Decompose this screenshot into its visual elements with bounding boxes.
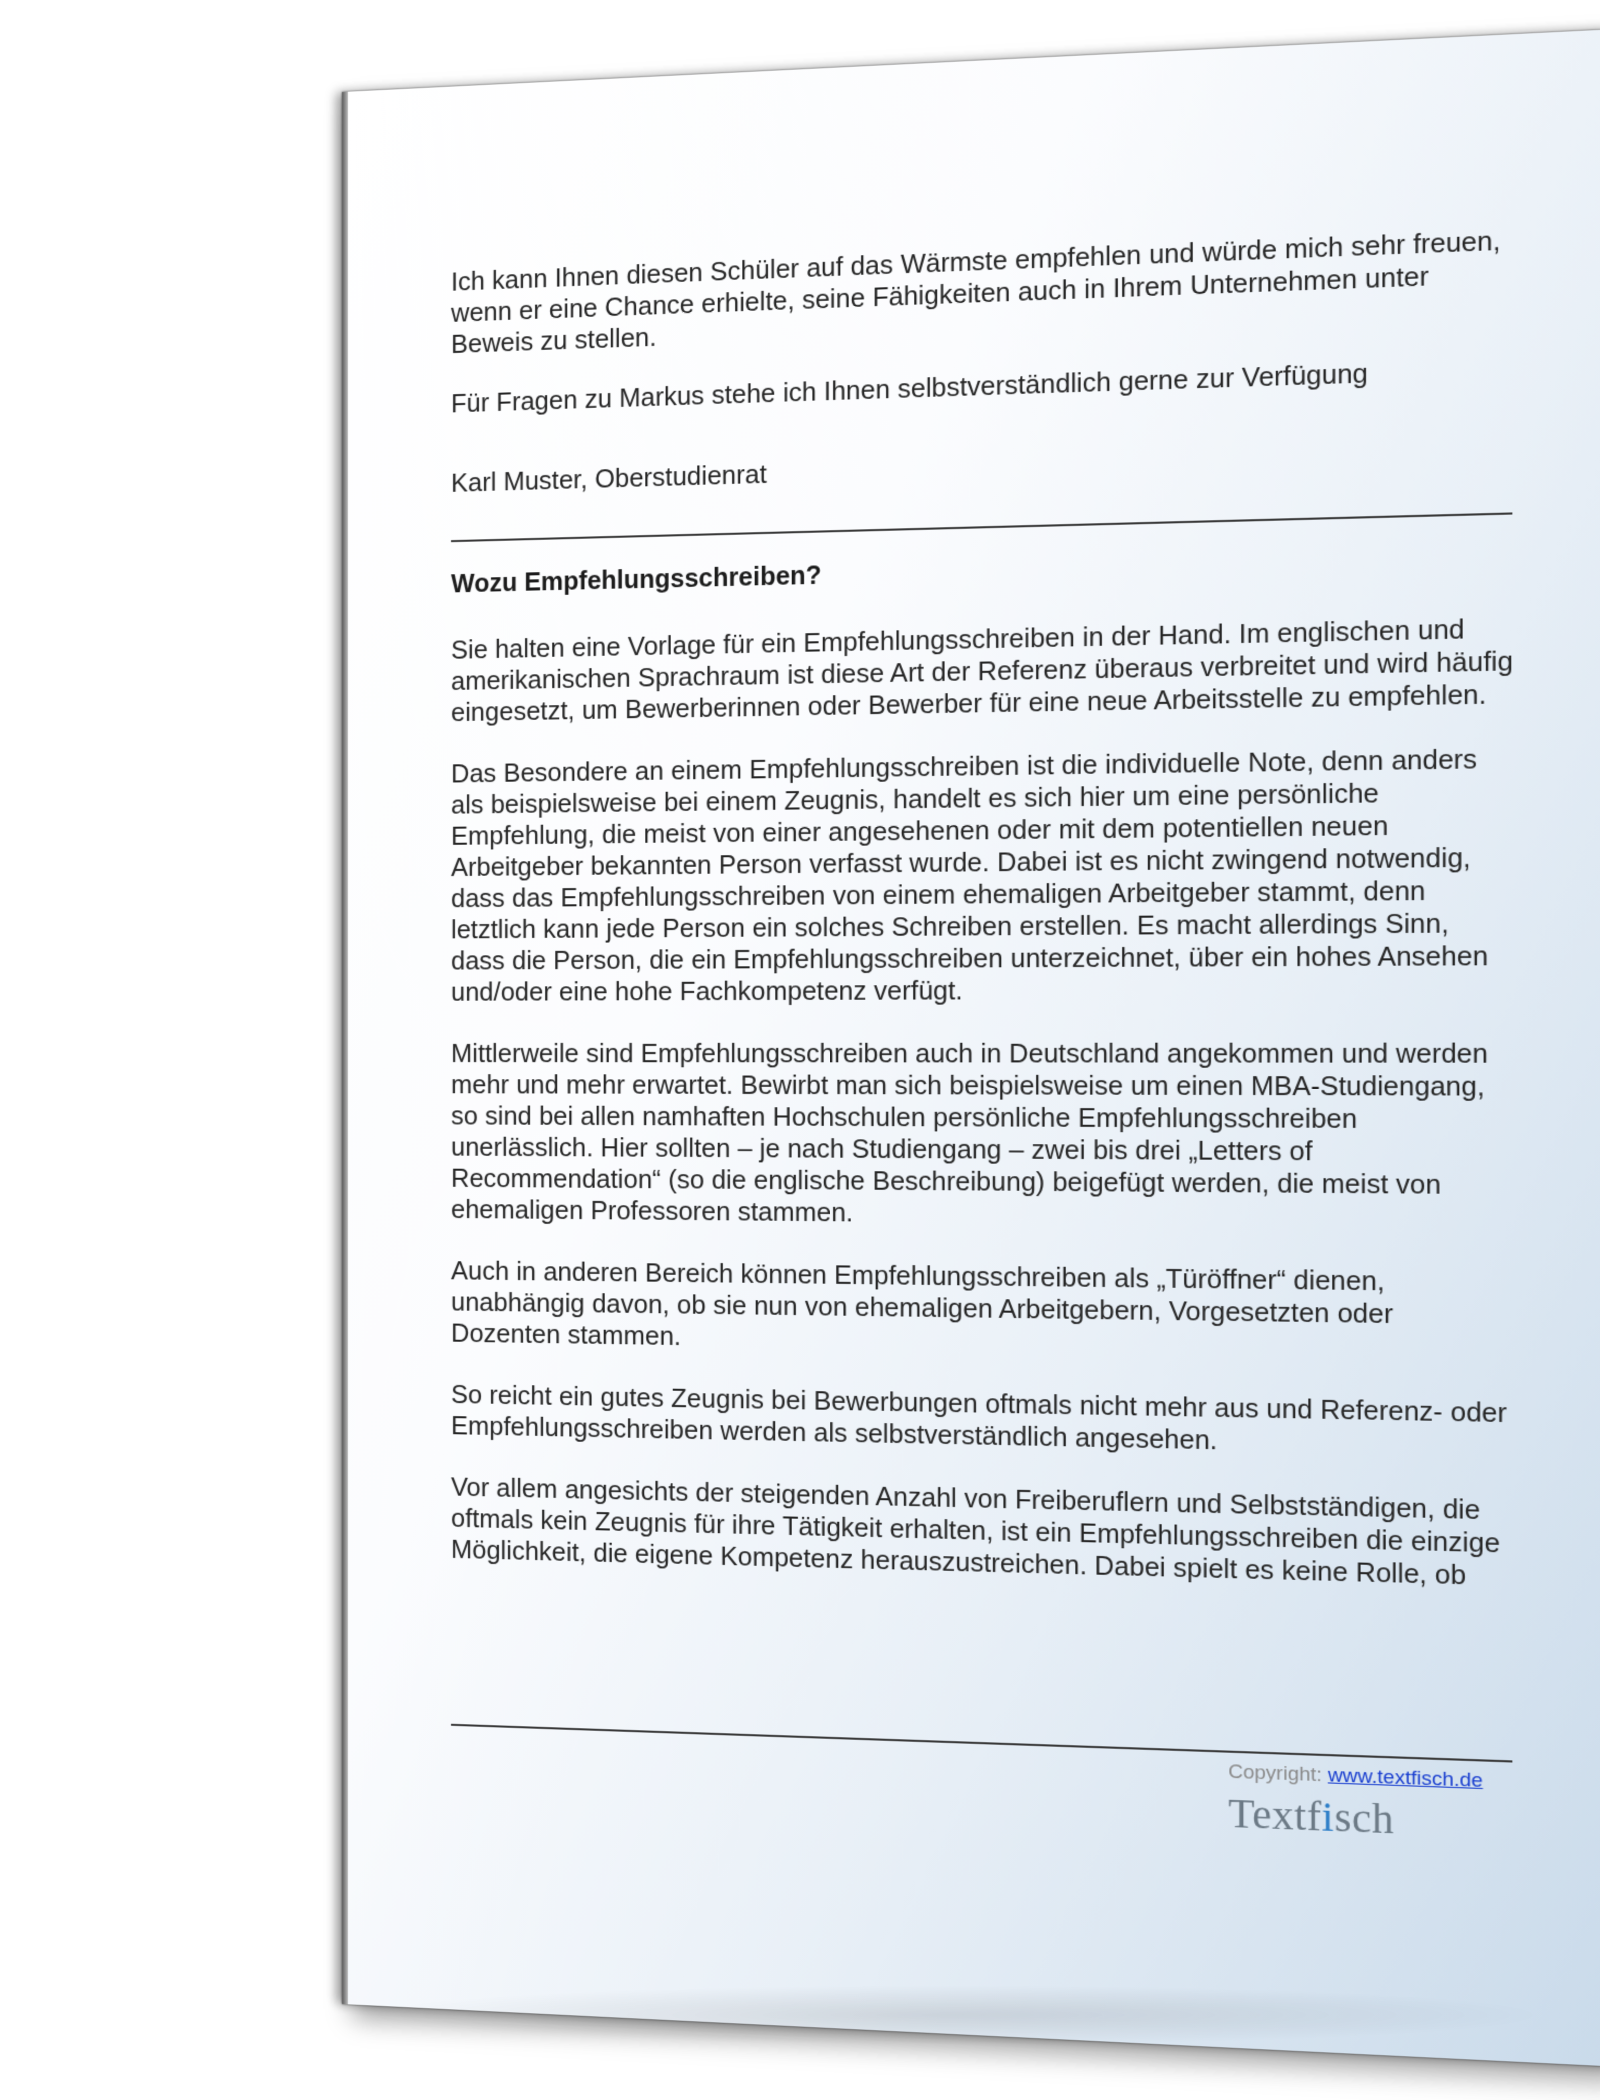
info-paragraph-5: So reicht ein gutes Zeugnis bei Bewerbungen oftmals nicht mehr aus und Referenz- oder Empfehlungsschreiben werden als selbstverständlich angesehen. (451, 1380, 1507, 1456)
info-paragraph-6: Vor allem angesichts der steigenden Anzahl von Freiberuflern und Selbstständigen, die oftmals kein Zeugnis für ihre Tätigkeit erhalten, ist ein Empfehlungsschreiben die einzige Möglichkeit, die eigene Kompetenz herauszustreichen. Dabei spielt es keine Rolle, ob (451, 1473, 1500, 1591)
copyright-link[interactable]: www.textfisch.de (1327, 1764, 1483, 1793)
fish-icon: i (1321, 1792, 1335, 1841)
letter-signature: Karl Muster, Oberstudienrat (451, 460, 767, 498)
textfisch-logo (1228, 1788, 1483, 1847)
info-paragraph-2: Das Besondere an einem Empfehlungsschreiben ist die individuelle Note, denn anders als beispielsweise bei einem Zeugnis, handelt es sich hier um eine persönliche Empfehlung, die meist von einer angesehenen oder mit dem potentiellen neuen Arbeitgeber bekannten Person verfasst wurde. Dabei ist es nicht zwingend notwendig, dass das Empfehlungsschreiben von einem ehemaligen Arbeitgeber stammt, denn letztlich kann jede Person ein solches Schreiben erstellen. Es macht allerdings Sinn, dass die Person, die ein Empfehlungsschreiben unterzeichnet, über ein hohes Ansehen und/oder eine hohe Fachkompetenz verfügt. (451, 745, 1489, 1007)
letter-paragraph-1: Ich kann Ihnen diesen Schüler auf das Wärmste empfehlen und würde mich sehr freuen, wenn er eine Chance erhielte, seine Fähigkeiten auch in Ihrem Unternehmen unter Beweis zu stellen. (451, 226, 1501, 360)
document-page (342, 29, 1600, 2066)
letter-paragraph-2: Für Fragen zu Markus stehe ich Ihnen selbstverständlich gerne zur Verfügung (451, 359, 1369, 419)
copyright-notice (1228, 1761, 1483, 1793)
logo-text-start: Textf (1228, 1789, 1322, 1840)
page-floor-shadow (360, 1985, 1550, 2045)
section-divider (451, 512, 1512, 542)
info-paragraph-3: Mittlerweile sind Empfehlungsschreiben auch in Deutschland angekommen und werden mehr und mehr erwartet. Bewirbt man sich beispielsweise um einen MBA-Studiengang, so sind bei allen namhaften Hochschulen persönliche Empfehlungsschreiben unerlässlich. Hier sollten – je nach Studiengang – zwei bis drei „Letters of Recommendation“ (so die englische Beschreibung) beigefügt werden, die meist von ehemaligen Professoren stammen. (451, 1039, 1489, 1228)
copyright-label: Copyright: (1228, 1761, 1323, 1787)
page-footer (1228, 1761, 1483, 1847)
footer-divider (451, 1724, 1512, 1763)
info-paragraph-1: Sie halten eine Vorlage für ein Empfehlungsschreiben in der Hand. Im englischen und amerikanischen Sprachraum ist diese Art der Referenz überaus verbreitet und wird häufig eingesetzt, um Bewerberinnen oder Bewerber für eine neue Arbeitsstelle zu empfehlen. (451, 615, 1514, 728)
info-heading: Wozu Empfehlungsschreiben? (451, 561, 822, 599)
info-paragraph-4: Auch in anderen Bereich können Empfehlungsschreiben als „Türöffner“ dienen, unabhängig davon, ob sie nun von ehemaligen Arbeitgebern, Vorgesetzten oder Dozenten stammen. (451, 1257, 1394, 1352)
page-edge (342, 92, 348, 2005)
logo-text-end: sch (1334, 1793, 1395, 1843)
